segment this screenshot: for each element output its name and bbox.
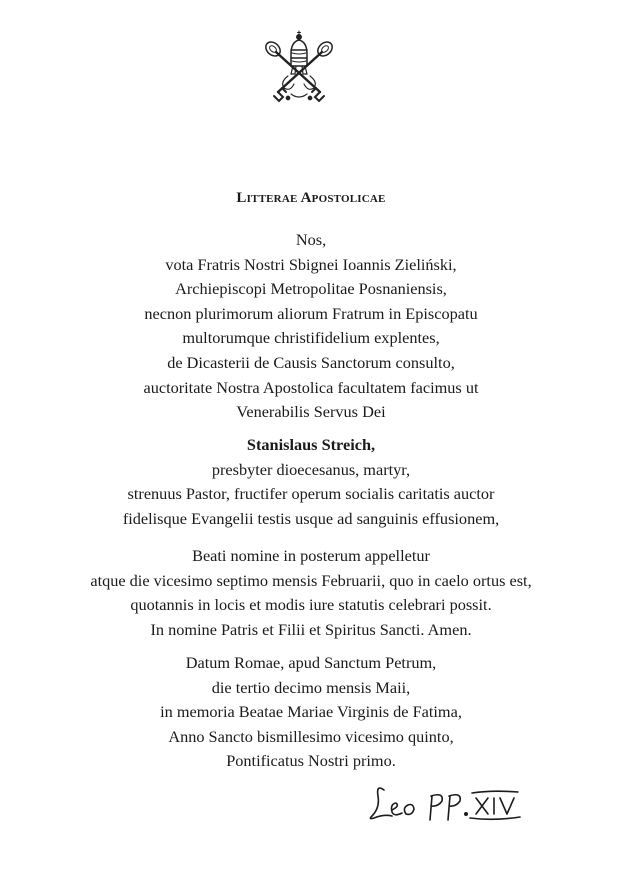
beatification-paragraph	[0, 544, 622, 642]
papal-crest-icon	[258, 30, 340, 104]
document-title: Litterae Apostolicae	[236, 190, 386, 206]
text-line: Datum Romae, apud Sanctum Petrum,	[185, 653, 437, 672]
dating-paragraph	[0, 651, 622, 774]
text-line: die tertio decimo mensis Maii,	[211, 677, 411, 697]
text-line: vota Fratris Nostri Sbignei Ioannis Zieliński,	[165, 254, 457, 274]
text-line: multorumque christifidelium explentes,	[182, 328, 440, 348]
text-line: Venerabilis Servus Dei	[236, 402, 386, 422]
text-line: fidelisque Evangelii testis usque ad sanguinis effusionem,	[122, 508, 500, 528]
text-line: presbyter dioecesanus, martyr,	[211, 459, 411, 479]
text-line: In nomine Patris et Filii et Spiritus Sancti. Amen.	[150, 619, 472, 639]
text-line: necnon plurimorum aliorum Fratrum in Episcopatu	[144, 303, 478, 323]
text-line: de Dicasterii de Causis Sanctorum consulto,	[167, 352, 455, 372]
servant-paragraph	[0, 433, 622, 531]
text-line: Pontificatus Nostri primo.	[226, 751, 396, 771]
intro-paragraph	[0, 228, 622, 425]
text-line: Anno Sancto bismillesimo vicesimo quinto,	[168, 726, 454, 746]
text-line: auctoritate Nostra Apostolica facultatem facimus ut	[143, 377, 479, 397]
servant-name: Stanislaus Streich,	[246, 435, 376, 454]
text-line: Beati nomine in posterum appelletur	[192, 546, 430, 565]
text-line: atque die vicesimo septimo mensis Februarii, quo in caelo ortus est,	[90, 570, 532, 590]
handwritten-signature	[362, 778, 532, 830]
text-line: Nos,	[295, 230, 327, 249]
text-line: Archiepiscopi Metropolitae Posnaniensis,	[175, 279, 447, 299]
text-line: quotannis in locis et modis iure statutis celebrari possit.	[130, 595, 492, 615]
text-line: in memoria Beatae Mariae Virginis de Fatima,	[160, 702, 462, 722]
text-line: strenuus Pastor, fructifer operum socialis caritatis auctor	[127, 484, 495, 504]
